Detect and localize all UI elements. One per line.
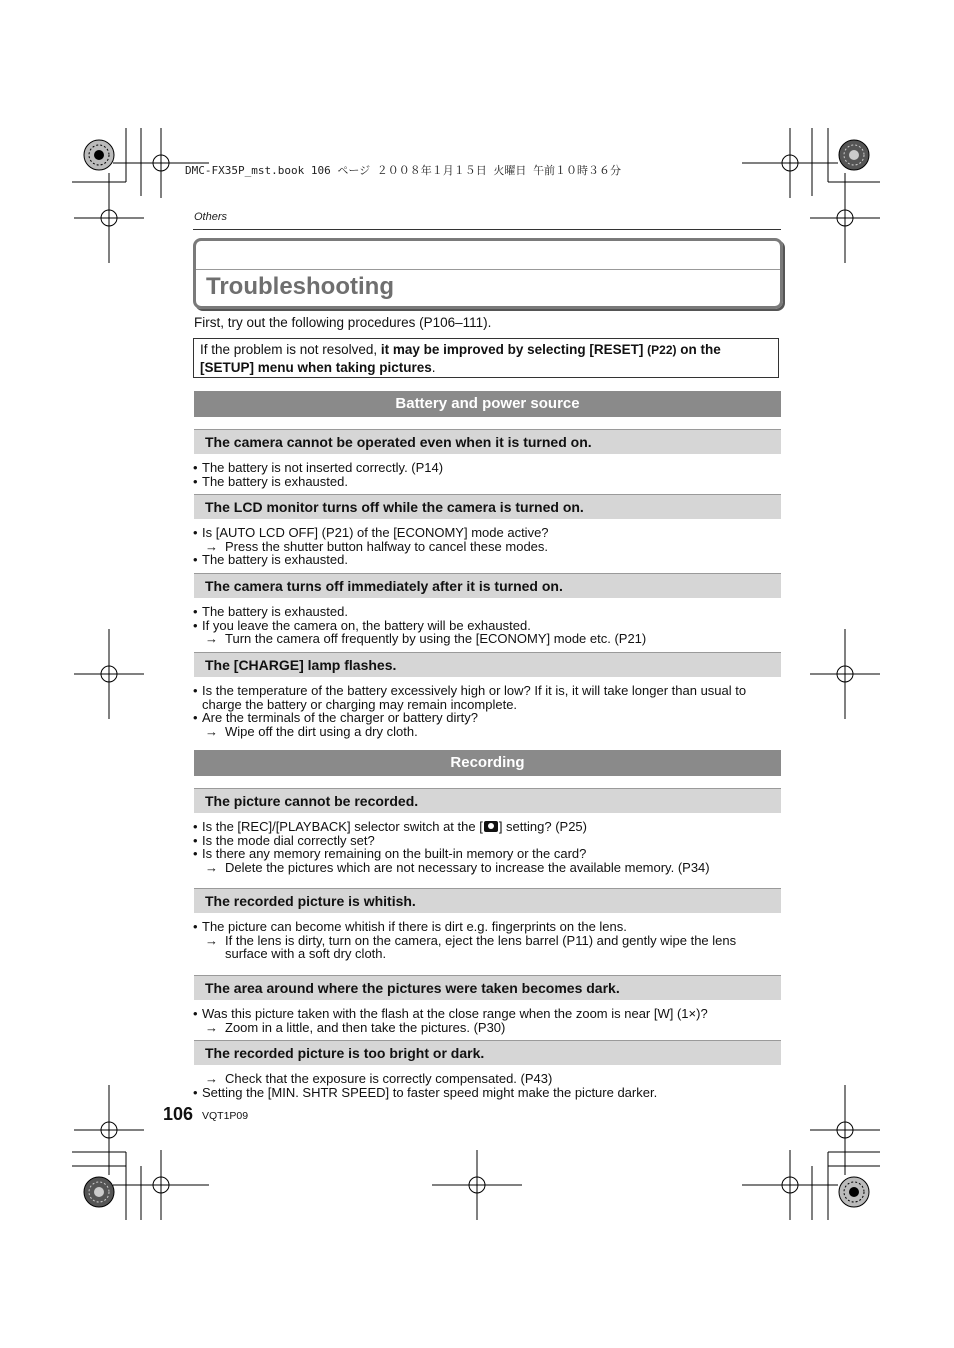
note-line2-bold: [SETUP] menu when taking pictures [200, 360, 432, 375]
arrow-icon: → [205, 932, 218, 948]
issue-heading: The picture cannot be recorded. [194, 788, 781, 813]
reset-note-box [193, 338, 779, 378]
note-prefix: If the problem is not resolved, [200, 342, 381, 357]
issue-answer [193, 461, 785, 488]
issue-heading: The [CHARGE] lamp flashes. [194, 652, 781, 677]
answer-bullet [193, 820, 785, 834]
issue-answer [193, 1072, 785, 1099]
intro-text: First, try out the following procedures (P106–111). [194, 315, 492, 330]
answer-bullet: • Setting the [MIN. SHTR SPEED] to faster speed might make the picture darker. [193, 1086, 785, 1100]
arrow-icon: → [205, 1071, 218, 1086]
issue-heading: The recorded picture is too bright or dark. [194, 1040, 781, 1065]
answer-bullet: • Is the mode dial correctly set? [193, 834, 785, 848]
print-info: DMC-FX35P_mst.book 106 ページ ２００８年１月１５日 火曜日 午前１０時３６分 [185, 164, 621, 177]
answer-bullet: • The battery is not inserted correctly. (P14) [193, 461, 785, 475]
note-bold-2: on the [676, 342, 721, 357]
issue-heading: The LCD monitor turns off while the camera is turned on. [194, 494, 781, 519]
arrow-icon: → [205, 859, 218, 875]
issue-heading: The camera turns off immediately after it is turned on. [194, 573, 781, 598]
answer-bullet: • The battery is exhausted. [193, 605, 785, 619]
answer-bullet: • The battery is exhausted. [193, 475, 785, 489]
camera-icon [484, 821, 498, 832]
answer-text: ] setting? (P25) [498, 819, 587, 834]
answer-arrow-line [193, 632, 785, 646]
note-bold-1: it may be improved by selecting [RESET] [380, 342, 648, 357]
answer-arrow-line [193, 540, 785, 554]
issue-answer [193, 526, 785, 567]
answer-arrow-text: Delete the pictures which are not necessary to increase the available memory. (P34) [225, 859, 710, 875]
note-line2-end: . [431, 360, 436, 375]
answer-bullet: • Is there any memory remaining on the built-in memory or the card? [193, 847, 785, 861]
answer-bullet: • The battery is exhausted. [193, 553, 785, 567]
answer-arrow-line [193, 861, 785, 875]
answer-bullet: • The picture can become whitish if there is dirt e.g. fingerprints on the lens. [193, 920, 785, 934]
issue-answer [193, 820, 785, 874]
answer-bullet: • Are the terminals of the charger or battery dirty? [193, 711, 785, 725]
page-number: 106 [163, 1104, 194, 1124]
title-box [193, 238, 783, 309]
document-code: VQT1P09 [202, 1110, 249, 1122]
answer-arrow-text: Zoom in a little, and then take the pictures. (P30) [225, 1019, 506, 1035]
answer-arrow-text: Press the shutter button halfway to cancel these modes. [225, 538, 549, 554]
arrow-icon: → [205, 1019, 218, 1035]
answer-arrow-line [193, 725, 785, 739]
issue-heading: The area around where the pictures were taken becomes dark. [194, 975, 781, 1000]
answer-arrow-line [193, 934, 785, 948]
arrow-icon: → [205, 723, 218, 739]
title-box-rule [196, 269, 780, 270]
answer-text: Is the [REC]/[PLAYBACK] selector switch at the [ [202, 819, 483, 834]
issue-heading: The recorded picture is whitish. [194, 888, 781, 913]
category-recording: Recording [194, 750, 781, 776]
answer-arrow-text: Turn the camera off frequently by using the [ECONOMY] mode etc. (P21) [225, 631, 647, 646]
answer-arrow-line [193, 1021, 785, 1035]
answer-bullet: • Was this picture taken with the flash at the close range when the zoom is near [W] (1×)? [193, 1007, 785, 1021]
note-ref: (P22) [647, 343, 677, 357]
answer-bullet: • Is the temperature of the battery excessively high or low? If it is, it will take longer than usual to [193, 684, 785, 698]
issue-answer [193, 684, 785, 738]
issue-answer [193, 605, 785, 646]
page-title: Troubleshooting [206, 273, 394, 300]
answer-continuation: surface with a soft dry cloth. [225, 946, 387, 961]
section-divider [193, 229, 781, 230]
issue-answer [193, 920, 785, 961]
answer-bullet: • Is [AUTO LCD OFF] (P21) of the [ECONOMY] mode active? [193, 526, 785, 540]
answer-arrow-text: Check that the exposure is correctly compensated. (P43) [225, 1071, 553, 1086]
arrow-icon: → [205, 538, 218, 554]
answer-bullet: • If you leave the camera on, the battery will be exhausted. [193, 619, 785, 633]
section-label: Others [194, 211, 228, 223]
arrow-icon: → [205, 631, 218, 646]
issue-heading: The camera cannot be operated even when it is turned on. [194, 429, 781, 454]
answer-continuation: charge the battery or charging may remain incomplete. [202, 696, 518, 712]
answer-arrow-line [193, 1072, 785, 1086]
answer-arrow-text: Wipe off the dirt using a dry cloth. [225, 723, 418, 739]
category-battery: Battery and power source [194, 391, 781, 417]
issue-answer [193, 1007, 785, 1034]
answer-arrow-text: If the lens is dirty, turn on the camera, eject the lens barrel (P11) and gently wipe the lens [225, 932, 737, 948]
